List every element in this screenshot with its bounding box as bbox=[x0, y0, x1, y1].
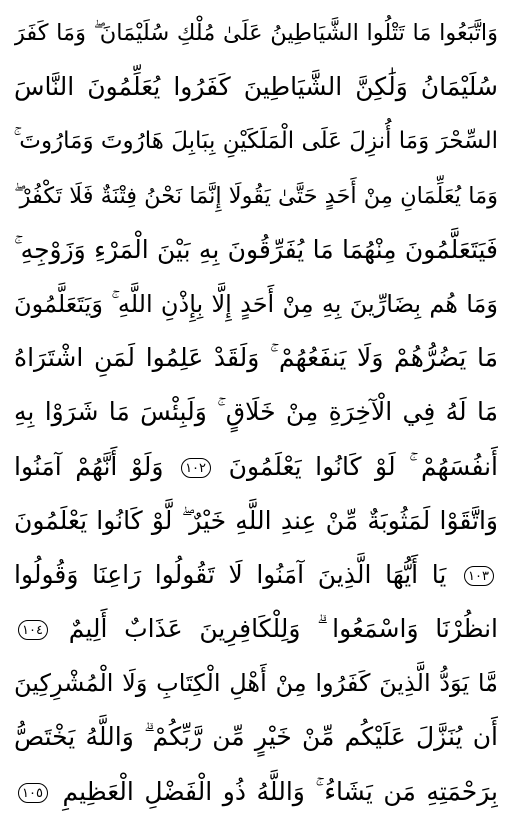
text-line-3 bbox=[14, 114, 498, 168]
line-text: مَا يَضُرُّهُمْ وَلَا يَنفَعُهُمْ ۚ وَلَقَدْ عَلِمُوا لَمَنِ اشْتَرَاهُ bbox=[14, 343, 498, 373]
line-text: بِرَحْمَتِهِ مَن يَشَاءُ ۚ وَاللَّهُ ذُو الْفَضْلِ الْعَظِيمِ bbox=[62, 776, 498, 806]
line-text: وَاتَّبَعُوا مَا تَتْلُوا الشَّيَاطِينُ عَلَىٰ مُلْكِ سُلَيْمَانَ ۖ وَمَا كَفَرَ bbox=[14, 20, 498, 46]
ayah-number-marker: ١٠٣ bbox=[464, 566, 494, 586]
line-text-after-marker: وَلَوْ أَنَّهُمْ آمَنُوا bbox=[14, 451, 164, 481]
line-text: وَمَا يُعَلِّمَانِ مِنْ أَحَدٍ حَتَّىٰ يَقُولَا إِنَّمَا نَحْنُ فِتْنَةٌ فَلَا تَكْفُرْ ۖ bbox=[14, 182, 498, 209]
line-text: فَيَتَعَلَّمُونَ مِنْهُمَا مَا يُفَرِّقُونَ بِهِ بَيْنَ الْمَرْءِ وَزَوْجِهِ ۚ bbox=[14, 234, 498, 264]
text-line-11 bbox=[14, 548, 498, 602]
line-text: أَن يُنَزَّلَ عَلَيْكُم مِّنْ خَيْرٍ مِّن رَّبِّكُمْ ۗ وَاللَّهُ يَخْتَصُّ bbox=[14, 722, 498, 752]
text-line-15 bbox=[14, 765, 498, 819]
text-line-9 bbox=[14, 440, 498, 494]
text-line-14 bbox=[14, 710, 498, 764]
line-text: انظُرْنَا وَاسْمَعُوا ۗ وَلِلْكَافِرِينَ عَذَابٌ أَلِيمٌ bbox=[68, 614, 498, 644]
text-line-1 bbox=[14, 6, 498, 60]
text-line-5 bbox=[14, 223, 498, 277]
text-line-12 bbox=[14, 602, 498, 656]
line-text: مَا لَهُ فِي الْآخِرَةِ مِنْ خَلَاقٍ ۚ وَلَبِئْسَ مَا شَرَوْا بِهِ bbox=[14, 397, 498, 427]
text-line-4 bbox=[14, 169, 498, 223]
line-text: السِّحْرَ وَمَا أُنزِلَ عَلَى الْمَلَكَيْنِ بِبَابِلَ هَارُوتَ وَمَارُوتَ ۚ bbox=[14, 128, 498, 155]
ayah-number-marker: ١٠٥ bbox=[18, 783, 48, 803]
line-text: أَنفُسَهُمْ ۚ لَوْ كَانُوا يَعْلَمُونَ bbox=[228, 451, 498, 481]
line-text: سُلَيْمَانُ وَلَٰكِنَّ الشَّيَاطِينَ كَفَرُوا يُعَلِّمُونَ النَّاسَ bbox=[14, 72, 498, 102]
text-line-8 bbox=[14, 385, 498, 439]
line-text: وَمَا هُم بِضَارِّينَ بِهِ مِنْ أَحَدٍ إِلَّا بِإِذْنِ اللَّهِ ۚ وَيَتَعَلَّمُونَ bbox=[14, 289, 498, 318]
text-line-13 bbox=[14, 656, 498, 710]
text-line-2 bbox=[14, 60, 498, 114]
ayah-number-marker: ١٠٢ bbox=[181, 458, 211, 478]
line-text: مَّا يَوَدُّ الَّذِينَ كَفَرُوا مِنْ أَهْلِ الْكِتَابِ وَلَا الْمُشْرِكِينَ bbox=[14, 669, 498, 698]
line-text: وَاتَّقَوْا لَمَثُوبَةٌ مِّنْ عِندِ اللَّهِ خَيْرٌ ۖ لَّوْ كَانُوا يَعْلَمُونَ bbox=[14, 505, 498, 535]
line-text-after-marker: يَا أَيُّهَا الَّذِينَ آمَنُوا لَا تَقُولُوا رَاعِنَا وَقُولُوا bbox=[14, 559, 447, 589]
text-line-7 bbox=[14, 331, 498, 385]
text-line-6 bbox=[14, 277, 498, 331]
text-line-10 bbox=[14, 494, 498, 548]
ayah-number-marker: ١٠٤ bbox=[18, 620, 48, 640]
